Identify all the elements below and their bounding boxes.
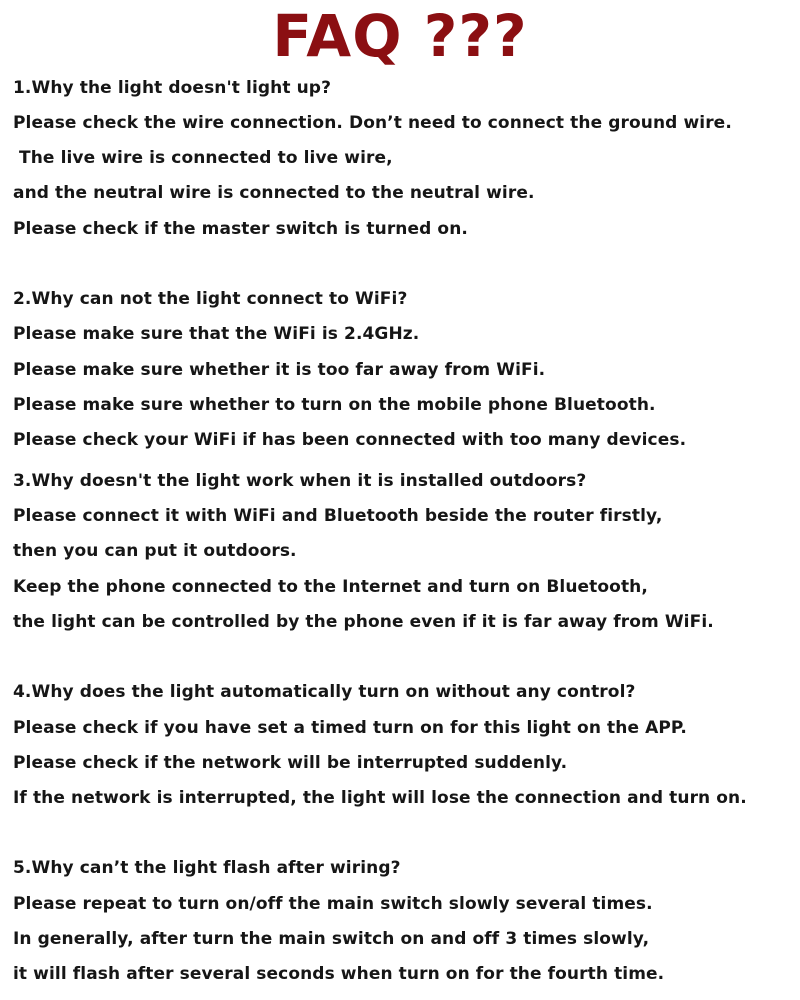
answer-3-line-3: Keep the phone connected to the Internet and turn on Bluetooth,	[13, 577, 648, 597]
page-title: FAQ ???	[272, 2, 528, 70]
question-1: 1.Why the light doesn't light up?	[13, 78, 332, 98]
answer-4-line-1: Please check if you have set a timed turn on for this light on the APP.	[13, 718, 687, 738]
question-4: 4.Why does the light automatically turn on without any control?	[13, 682, 636, 702]
answer-3-line-1: Please connect it with WiFi and Bluetooth beside the router firstly,	[13, 506, 663, 526]
answer-4-line-2: Please check if the network will be interrupted suddenly.	[13, 753, 568, 773]
question-3: 3.Why doesn't the light work when it is installed outdoors?	[13, 471, 587, 491]
answer-5-line-2: In generally, after turn the main switch on and off 3 times slowly,	[13, 929, 650, 949]
answer-3-line-4: the light can be controlled by the phone even if it is far away from WiFi.	[13, 612, 714, 632]
answer-2-line-2: Please make sure whether it is too far away from WiFi.	[13, 360, 546, 380]
answer-1-line-3: and the neutral wire is connected to the neutral wire.	[13, 183, 535, 203]
answer-1-line-1: Please check the wire connection. Don’t need to connect the ground wire.	[13, 113, 732, 133]
question-5: 5.Why can’t the light flash after wiring?	[13, 858, 401, 878]
answer-2-line-4: Please check your WiFi if has been connected with too many devices.	[13, 430, 687, 450]
answer-4-line-3: If the network is interrupted, the light will lose the connection and turn on.	[13, 788, 747, 808]
question-2: 2.Why can not the light connect to WiFi?	[13, 289, 408, 309]
answer-2-line-3: Please make sure whether to turn on the mobile phone Bluetooth.	[13, 395, 656, 415]
answer-1-line-2: The live wire is connected to live wire,	[13, 148, 393, 168]
answer-5-line-1: Please repeat to turn on/off the main switch slowly several times.	[13, 894, 653, 914]
answer-5-line-3: it will flash after several seconds when turn on for the fourth time.	[13, 964, 665, 984]
answer-1-line-4: Please check if the master switch is turned on.	[13, 219, 468, 239]
answer-3-line-2: then you can put it outdoors.	[13, 541, 297, 561]
answer-2-line-1: Please make sure that the WiFi is 2.4GHz.	[13, 324, 420, 344]
